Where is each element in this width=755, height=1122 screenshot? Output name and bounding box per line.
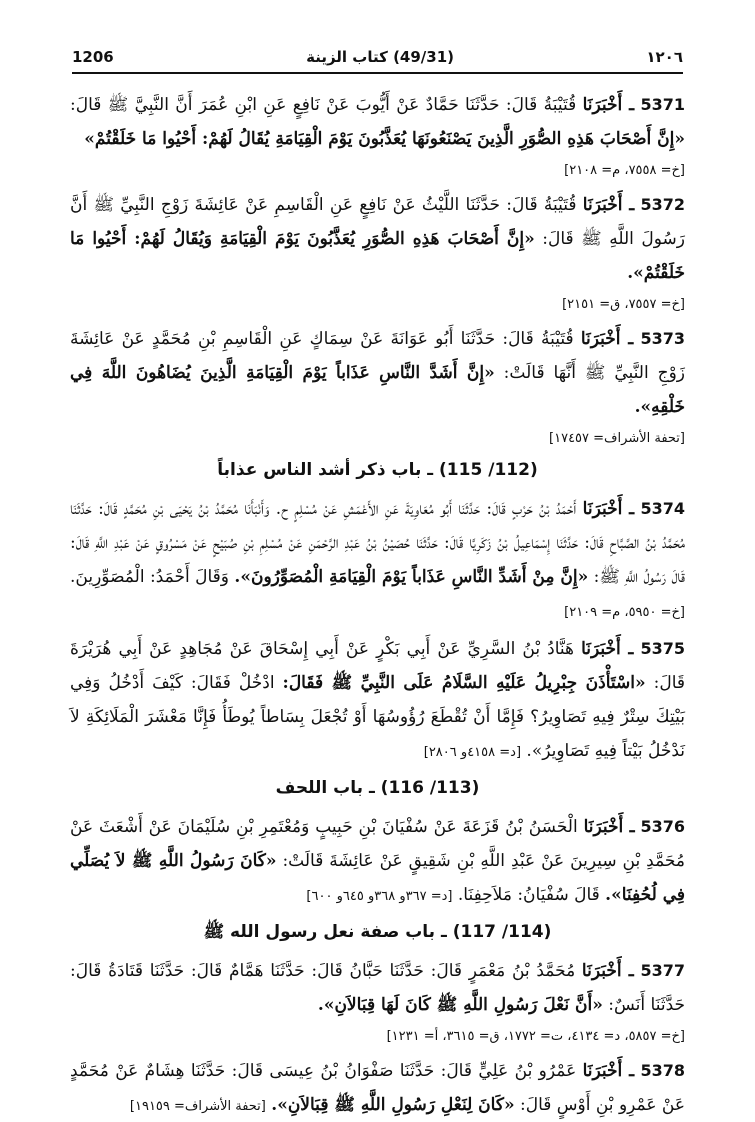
- hadith-5375: [70, 632, 685, 768]
- hadith-quote: «إِنَّ أَصْحَابَ هَذِهِ الصُّوَرِ الَّذِينَ يَصْنَعُونَهَا يُعَذَّبُونَ يَوْمَ الْقِيَامَةِ يُقَالُ لَهُمْ: أَحْيُوا مَا خَلَقْتُمْ»: [84, 129, 685, 149]
- hadith-reference: [د= ٤١٥٨و ٢٨٠٦]: [423, 745, 522, 760]
- hadith-intro: ـ أَخْبَرَنَا: [580, 329, 634, 349]
- hadith-chain: قُتَيْبَةُ قَالَ: حَدَّثَنَا اللَّيْثُ عَنْ نَافِعٍ عَنِ الْقَاسِمِ عَنْ عَائِشَةَ زَوْجِ النَّبِيِّ ﷺ أَنَّ رَسُولَ اللَّهِ ﷺ قَالَ:: [70, 195, 685, 249]
- hadith-5371: [70, 88, 685, 156]
- hadith-quote: «إِنَّ أَشَدَّ النَّاسِ عَذَاباً يَوْمَ الْقِيَامَةِ الَّذِينَ يُضَاهُونَ اللَّهَ فِي خَلْقِهِ».: [70, 363, 685, 417]
- hadith-quote: «اسْتَأْذَنَ جِبْرِيلُ عَلَيْهِ السَّلَامُ عَلَى النَّبِيِّ ﷺ فَقَالَ:: [282, 673, 646, 693]
- hadith-reference: [تحفة الأشراف= ١٧٤٥٧]: [549, 431, 685, 446]
- hadith-intro: ـ أَخْبَرَنَا: [582, 95, 635, 115]
- book-section-title: (49/31) كتاب الزينة: [306, 48, 455, 66]
- hadith-quote: «أَنَّ نَعْلَ رَسُولِ اللَّهِ ﷺ كَانَ لَهَا قِبَالاَنِ».: [317, 995, 603, 1015]
- page-body: [70, 88, 686, 1115]
- page-number-arabic: ١٢٠٦: [646, 48, 683, 66]
- hadith-reference: [د= ٣٦٧و ٣٦٨و ٦٤٥و ٦٠٠]: [306, 889, 453, 904]
- hadith-chain: عَمْرُو بْنُ عَلِيٍّ قَالَ: حَدَّثَنَا صَفْوَانُ بْنُ عِيسَى قَالَ: حَدَّثَنَا هِشَامٌ عَنْ مُحَمَّدٍ عَنْ عَمْرِو بْنِ أَوْسٍ قَالَ:: [70, 1061, 685, 1115]
- hadith-number: 5371: [640, 95, 685, 114]
- hadith-5372: [70, 188, 685, 290]
- hadith-number: 5373: [640, 329, 685, 348]
- hadith-quote: «كَانَ رَسُولُ اللَّهِ ﷺ لاَ يُصَلِّي فِي لُحُفِنَا».: [70, 851, 685, 905]
- chapter-heading-114: (114/ 117) ـ باب صفة نعل رسول الله ﷺ: [203, 922, 552, 942]
- hadith-5376: [70, 810, 685, 912]
- hadith-quote: «كَانَ لِنَعْلِ رَسُولِ اللَّهِ ﷺ قِبَالاَنِ».: [271, 1095, 515, 1115]
- hadith-intro: ـ أَخْبَرَنَا: [583, 817, 635, 837]
- hadith-chain: هَنَّادُ بْنُ السَّرِيِّ عَنْ أَبِي بَكْرٍ عَنْ أَبِي إِسْحَاقَ عَنْ مُجَاهِدٍ عَنْ أَبِي هُرَيْرَةَ قَالَ:: [70, 639, 686, 693]
- hadith-5373: [70, 322, 685, 424]
- hadith-number: 5374: [640, 499, 685, 518]
- chapter-heading-112: (112/ 115) ـ باب ذكر أشد الناس عذاباً: [217, 460, 538, 480]
- hadith-intro: ـ أَخْبَرَنَا: [582, 1061, 635, 1081]
- hadith-intro: ـ أَخْبَرَنَا: [582, 195, 635, 215]
- hadith-number: 5372: [640, 195, 685, 214]
- hadith-note: قَالَ سُفْيَانُ: مَلاَحِفِنَا.: [457, 885, 600, 905]
- page-number-latin: 1206: [72, 48, 114, 66]
- hadith-number: 5375: [640, 639, 685, 658]
- hadith-chain: أَحْمَدُ بْنُ حَرْبٍ قَالَ: حَدَّثَنَا أَبُو مُعَاوِيَةَ عَنِ الأَعْمَشِ عَنْ مُسْلِمٍ ح. وَأَنْبَأَنَا مُحَمَّدُ بْنُ يَحْيَى بْنِ مُحَمَّدٍ قَالَ: حَدَّثَنَا مُحَمَّدُ بْنُ الصَّبَّاحِ قَالَ: حَدَّثَنَا إِسْمَاعِيلُ بْنُ زَكَرِيَّا قَالَ: حَدَّثَنَا حُصَيْنُ بْنُ عَبْدِ الرَّحْمَنِ عَنْ مُسْلِمِ بْنِ صُبَيْحٍ عَنْ مَسْرُوقٍ عَنْ عَبْدِ اللَّهِ قَالَ: قَالَ رَسُولُ اللَّهِ ﷺ:: [70, 499, 686, 587]
- hadith-5378: [70, 1054, 685, 1122]
- hadith-quote: «إِنَّ أَصْحَابَ هَذِهِ الصُّوَرِ يُعَذَّبُونَ يَوْمَ الْقِيَامَةِ وَيُقَالُ لَهُمْ: أَحْيُوا مَا خَلَقْتُمْ».: [70, 229, 685, 283]
- hadith-chain: قُتَيْبَةُ قَالَ: حَدَّثَنَا حَمَّادٌ عَنْ أَيُّوبَ عَنْ نَافِعٍ عَنِ ابْنِ عُمَرَ أَنَّ النَّبِيَّ ﷺ قَالَ:: [70, 95, 577, 115]
- hadith-intro: ـ أَخْبَرَنَا: [581, 639, 634, 659]
- hadith-reference: [خ= ٧٥٥٧، ق= ٢١٥١]: [562, 297, 685, 312]
- hadith-number: 5378: [640, 1061, 685, 1080]
- hadith-reference: [تحفة الأشراف= ١٩١٥٩]: [129, 1099, 266, 1114]
- hadith-5374: [70, 492, 685, 628]
- hadith-reference: [خ= ٥٩٥٠، م= ٢١٠٩]: [564, 605, 685, 620]
- hadith-intro: ـ أَخْبَرَنَا: [582, 499, 635, 519]
- header-rule: [72, 72, 683, 74]
- hadith-chain: الْحَسَنُ بْنُ قَزَعَةَ عَنْ سُفْيَانَ بْنِ حَبِيبٍ وَمُعْتَمِرِ بْنِ سُلَيْمَانَ عَنْ أَشْعَثَ عَنْ مُحَمَّدِ بْنِ سِيرِينَ عَنْ عَبْدِ اللَّهِ بْنِ شَقِيقٍ عَنْ عَائِشَةَ قَالَتْ:: [70, 817, 685, 871]
- hadith-reference: [خ= ٧٥٥٨، م= ٢١٠٨]: [564, 163, 685, 178]
- chapter-heading-113: (113/ 116) ـ باب اللحف: [275, 778, 480, 798]
- hadith-5377: [70, 954, 685, 1022]
- hadith-intro: ـ أَخْبَرَنَا: [581, 961, 634, 981]
- hadith-chain: قُتَيْبَةُ قَالَ: حَدَّثَنَا أَبُو عَوَانَةَ عَنْ سِمَاكٍ عَنِ الْقَاسِمِ بْنِ مُحَمَّدٍ عَنْ عَائِشَةَ زَوْجِ النَّبِيِّ ﷺ أَنَّهَا قَالَتْ:: [70, 329, 686, 383]
- hadith-quote: «إِنَّ مِنْ أَشَدِّ النَّاسِ عَذَاباً يَوْمَ الْقِيَامَةِ الْمُصَوِّرُونَ».: [234, 567, 589, 587]
- page-header: [72, 44, 683, 70]
- hadith-reference: [خ= ٥٨٥٧، د= ٤١٣٤، ت= ١٧٧٢، ق= ٣٦١٥، أ= ١٢٣١]: [386, 1029, 685, 1044]
- hadith-number: 5376: [640, 817, 685, 836]
- hadith-number: 5377: [640, 961, 686, 980]
- hadith-continuation: ادْخُلْ فَقَالَ: كَيْفَ أَدْخُلُ وَفِي بَيْتِكَ سِتْرٌ فِيهِ تَصَاوِيرُ؟ فَإِمَّا أَنْ تُقْطَعَ رُؤُوسُهَا أَوْ تُجْعَلَ بِسَاطاً يُوطَأُ فَإِنَّا مَعْشَرَ الْمَلَائِكَةِ لاَ نَدْخُلُ بَيْتاً فِيهِ تَصَاوِيرُ».: [70, 673, 685, 761]
- hadith-note: وَقَالَ أَحْمَدُ: الْمُصَوِّرِينَ.: [70, 567, 229, 587]
- hadith-chain: مُحَمَّدُ بْنُ مَعْمَرٍ قَالَ: حَدَّثَنَا حَبَّانُ قَالَ: حَدَّثَنَا هَمَّامٌ قَالَ: حَدَّثَنَا قَتَادَةُ قَالَ: حَدَّثَنَا أَنَسٌ:: [70, 961, 685, 1015]
